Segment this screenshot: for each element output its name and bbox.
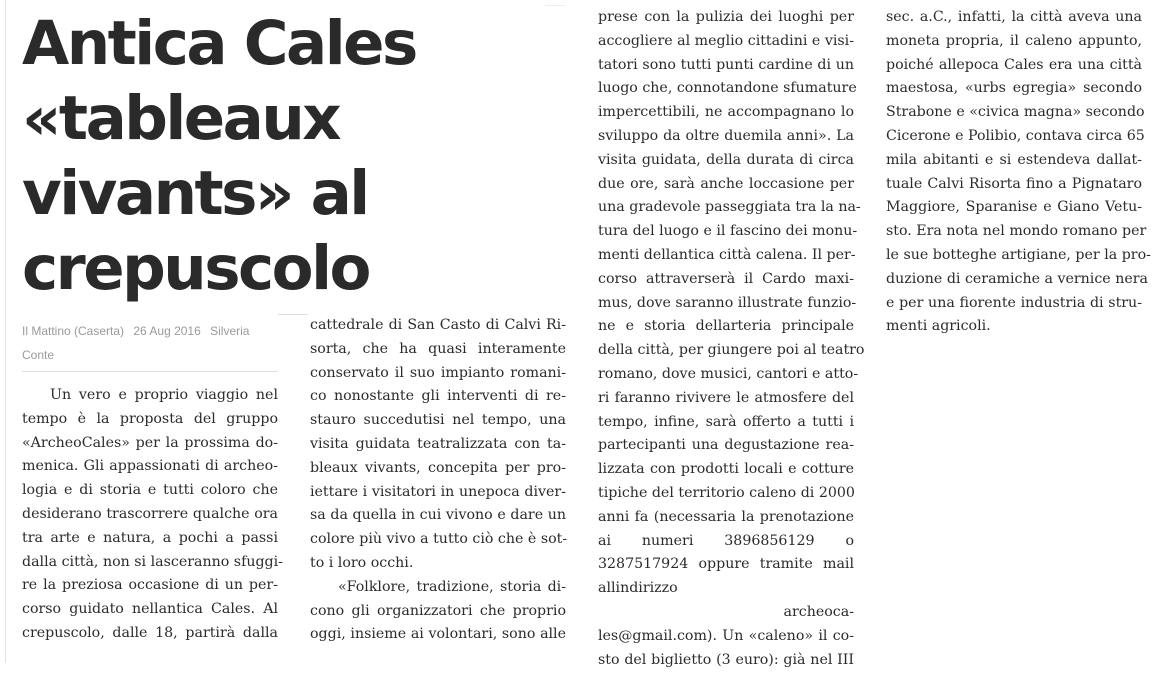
article-text-line: sec. a.C., infatti, la città aveva una: [886, 9, 1142, 25]
article-text-line: tuale Calvi Risorta fino a Pignataro: [886, 175, 1142, 192]
article-text-line: tempo, infine, sarà offerto a tutti i: [598, 413, 854, 430]
article-date: 26 Aug 2016: [133, 324, 201, 338]
article-text-line: cono gli organizzatori che proprio: [310, 602, 566, 619]
article-text-line: bleaux vivants, concepita per pro-: [310, 459, 566, 476]
article-text-line: logia e di storia e tutti coloro che: [22, 482, 278, 499]
article-text-line: crepuscolo, dalle 18, partirà dalla: [22, 624, 278, 641]
article-text-line: co nonostante gli interventi di re-: [310, 388, 566, 405]
article-text-line: ri faranno rivivere le atmosfere del: [598, 389, 854, 406]
article-text-line: dalla città, non si lasceranno sfuggi-: [22, 553, 283, 570]
article-text-line: «Folklore, tradizione, storia di-: [338, 578, 566, 595]
article-text-line: menti dellantica città calena. Il per-: [598, 246, 856, 263]
meta-divider: [22, 371, 278, 372]
article-text-line: 3287517924 oppure tramite mail: [598, 556, 854, 573]
article-headline: [22, 6, 416, 306]
article-text-line: re la preziosa occasione di un per-: [22, 577, 278, 594]
article-text-line: sa da quella in cui vivono e dare un: [310, 507, 566, 524]
left-border: [5, 0, 6, 663]
article-text-line: tatori sono tutti punti cardine di un: [598, 56, 854, 73]
article-text-line: anni fa (necessaria la prenotazione: [598, 508, 854, 525]
article-text-line: duzione di ceramiche a vernice nera: [886, 270, 1148, 287]
article-text-line: impercettibili, ne accompagnano lo: [598, 104, 854, 121]
article-column-3: [598, 6, 865, 668]
article-text-line: menica. Gli appassionati di archeo-: [22, 458, 278, 475]
headline-line: Antica Cales: [22, 8, 416, 79]
article-text-line: Maggiore, Sparanise e Giano Vetu-: [886, 199, 1142, 216]
article-text-line: conservato il suo impianto romani-: [310, 364, 566, 381]
article-text-line: Un vero e proprio viaggio nel: [50, 387, 278, 403]
article-text-line: sviluppo da oltre duemila anni». La: [598, 127, 854, 144]
column-divider: [278, 314, 308, 315]
article-source: Il Mattino (Caserta): [22, 324, 125, 338]
article-text-line: e per una fiorente industria di stru-: [886, 294, 1142, 311]
article-text-line: tipiche del territorio caleno di 2000: [598, 484, 855, 501]
article-text-line: colore più vivo a tutto ciò che è sot-: [310, 531, 568, 548]
article-text-line: luogo che, connotandone sfumature: [598, 80, 857, 97]
headline-line: vivants» al: [22, 158, 368, 229]
article-meta: [22, 319, 280, 367]
article-text-line: sto del biglietto (3 euro): già nel III: [598, 651, 854, 668]
article-text-line: lizzata con prodotti locali e cotture: [598, 461, 854, 478]
article-text-line: stauro succedutisi nel tempo, una: [310, 412, 566, 429]
article-text-line: cattedrale di San Casto di Calvi Ri-: [310, 317, 566, 333]
article-text-line: maestosa, «urbs egregia» secondo: [886, 80, 1142, 97]
article-column-1: [22, 384, 283, 656]
article-text-line: moneta propria, il caleno appunto,: [886, 32, 1142, 49]
headline-line: crepuscolo: [22, 233, 369, 304]
article-text-line: romano, dove musici, cantori e atto-: [598, 365, 859, 382]
article-text-line: poiché allepoca Cales era una città: [886, 56, 1142, 73]
article-text-line: Cicerone e Polibio, contava circa 65: [886, 127, 1145, 144]
article-text-line: oggi, insieme ai volontari, sono alle: [310, 626, 566, 643]
article-text-line: visita guidata, della durata di circa: [598, 151, 854, 168]
article-text-line: sto. Era nota nel mondo romano per: [886, 223, 1147, 240]
article-text-line: ne e storia dellarteria principale: [598, 318, 854, 335]
article-text-line: menti agricoli.: [886, 318, 991, 335]
article-text-line: visita guidata teatralizzata con ta-: [310, 435, 566, 452]
article-text-line: «ArcheoCales» per la prossima do-: [22, 434, 278, 451]
article-text-line: les@gmail.com). Un «caleno» il co-: [598, 627, 854, 644]
article-text-line: tra arte e natura, a pochi a passi: [22, 529, 278, 546]
article-text-line: tempo è la proposta del gruppo: [22, 410, 278, 427]
article-text-line: una gradevole passeggiata tra la na-: [598, 199, 861, 216]
article-text-line: corso guidato nellantica Cales. Al: [22, 601, 278, 618]
article-text-line: ai numeri 3896856129 o: [598, 532, 854, 549]
article-text-line: mila abitanti e si estendeva dallat-: [886, 151, 1142, 168]
article-text-line: prese con la pulizia dei luoghi per: [598, 9, 854, 25]
article-text-line: partecipanti una degustazione rea-: [598, 437, 854, 454]
article-text-line: accogliere al meglio cittadini e visi-: [598, 32, 854, 49]
article-column-2: [310, 314, 566, 656]
article-text-line: Strabone e «civica magna» secondo: [886, 104, 1145, 121]
article-text-line: allindirizzo: [598, 580, 678, 597]
article-text-line: sorta, che ha quasi interamente: [310, 340, 566, 357]
article-text-line: corso attraverserà il Cardo maxi-: [598, 270, 854, 287]
article-text-line: to i loro occhi.: [310, 554, 414, 571]
article-text-line: mus, dove saranno illustrate funzio-: [598, 294, 857, 311]
article-text-line: due ore, sarà anche loccasione per: [598, 175, 854, 192]
headline-line: «tableaux: [22, 83, 340, 154]
article-text-line: della città, per giungere poi al teatro: [598, 342, 865, 359]
article-author: Silveria Conte: [22, 324, 250, 362]
article-text-line: iettare i visitatori in unepoca diver-: [310, 483, 566, 500]
article-column-4: [886, 6, 1151, 346]
article-text-line: desiderano trascorrere qualche ora: [22, 505, 278, 522]
article-text-line: le sue botteghe artigiane, per la pro-: [886, 246, 1151, 263]
article-text-line: archeoca-: [783, 603, 854, 620]
top-divider: [545, 0, 565, 6]
article-text-line: tura del luogo e il fascino dei monu-: [598, 223, 858, 240]
